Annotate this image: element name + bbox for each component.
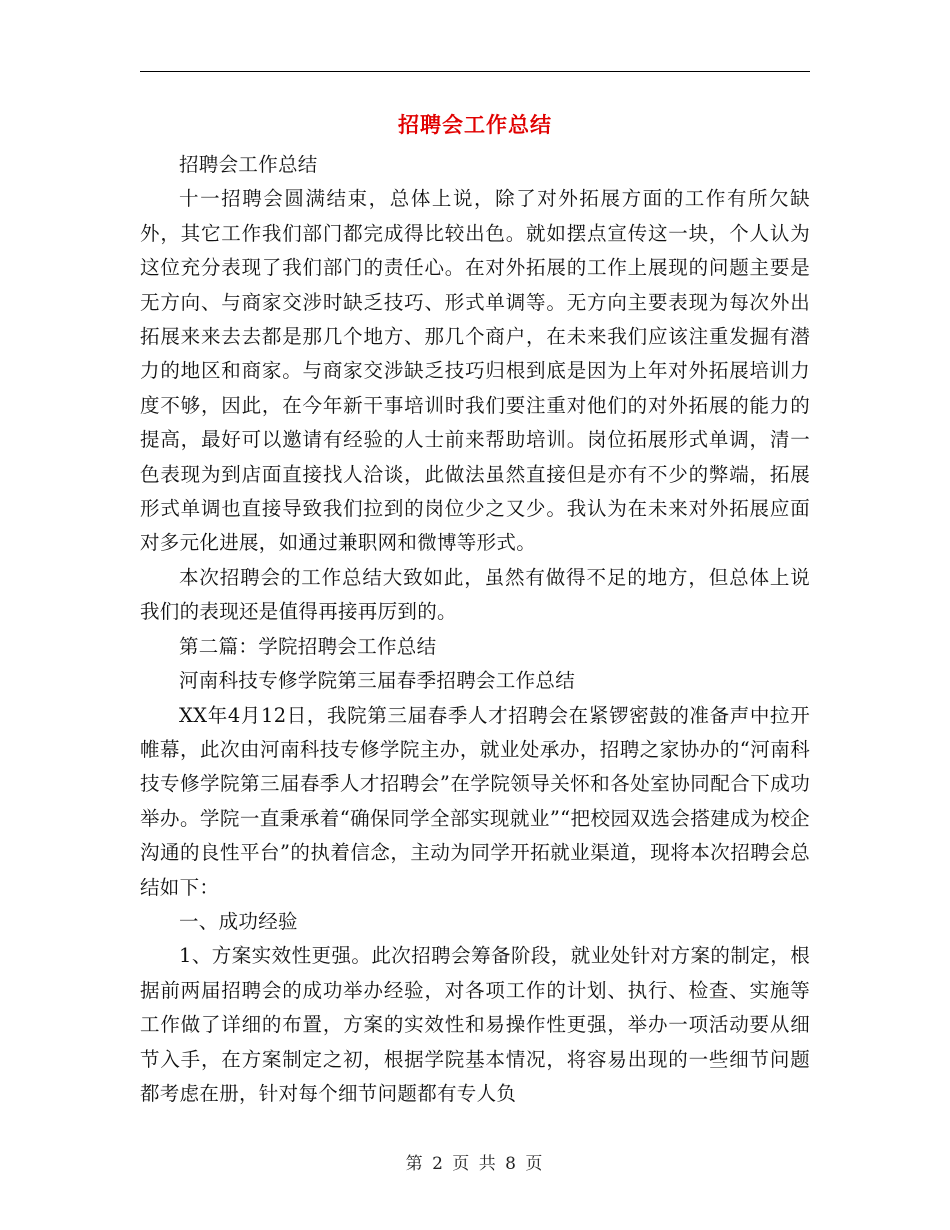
- paragraph-subtitle: 招聘会工作总结: [179, 153, 318, 176]
- document-title: 招聘会工作总结: [398, 112, 552, 137]
- page-number: 第 2 页 共 8 页: [405, 1154, 545, 1174]
- paragraph-summary: 十一招聘会圆满结束，总体上说，除了对外拓展方面的工作有所欠缺外，其它工作我们部门都完成得比较出色。就如摆点宣传这一块，个人认为这位充分表现了我们部门的责任心。在对外拓展的工作上展现的问题主要是无方向、与商家交涉时缺乏技巧、形式单调等。无方向主要表现为每次外出拓展来来去去都是那几个地方、那几个商户，在未来我们应该注重发掘有潜力的地区和商家。与商家交涉缺乏技巧归根到底是因为上年对外拓展培训力度不够，因此，在今年新干事培训时我们要注重对他们的对外拓展的能力的提高，最好可以邀请有经验的人士前来帮助培训。岗位拓展形式单调，清一色表现为到店面直接找人洽谈，此做法虽然直接但是亦有不少的弊端，拓展形式单调也直接导致我们拉到的岗位少之又少。我认为在未来对外拓展应面对多元化进展，如通过兼职网和微博等形式。: [140, 187, 810, 555]
- paragraph-conclusion: 本次招聘会的工作总结大致如此，虽然有做得不足的地方，但总体上说我们的表现还是值得再接再厉到的。: [140, 565, 810, 624]
- section-heading: 第二篇：学院招聘会工作总结: [179, 634, 437, 658]
- paragraph-intro: XX年4月12日，我院第三届春季人才招聘会在紧锣密鼓的准备声中拉开帷幕，此次由河南科技专修学院主办，就业处承办，招聘之家协办的“河南科技专修学院第三届春季人才招聘会”在学院领导关怀和各处室协同配合下成功举办。学院一直秉承着“确保同学全部实现就业”“把校园双选会搭建成为校企沟通的良性平台”的执着信念，主动为同学开拓就业渠道，现将本次招聘会总结如下：: [140, 703, 810, 899]
- list-heading: 一、成功经验: [179, 909, 298, 933]
- paragraph-item-1: 1、方案实效性更强。此次招聘会筹备阶段，就业处针对方案的制定，根据前两届招聘会的成功举办经验，对各项工作的计划、执行、检查、实施等工作做了详细的布置，方案的实效性和易操作性更强，举办一项活动要从细节入手，在方案制定之初，根据学院基本情况，将容易出现的一些细节问题都考虑在册，针对每个细节问题都有专人负: [140, 944, 810, 1105]
- document-body: [140, 148, 810, 1111]
- header-rule: [140, 71, 810, 72]
- section-subheading: 河南科技专修学院第三届春季招聘会工作总结: [179, 669, 576, 693]
